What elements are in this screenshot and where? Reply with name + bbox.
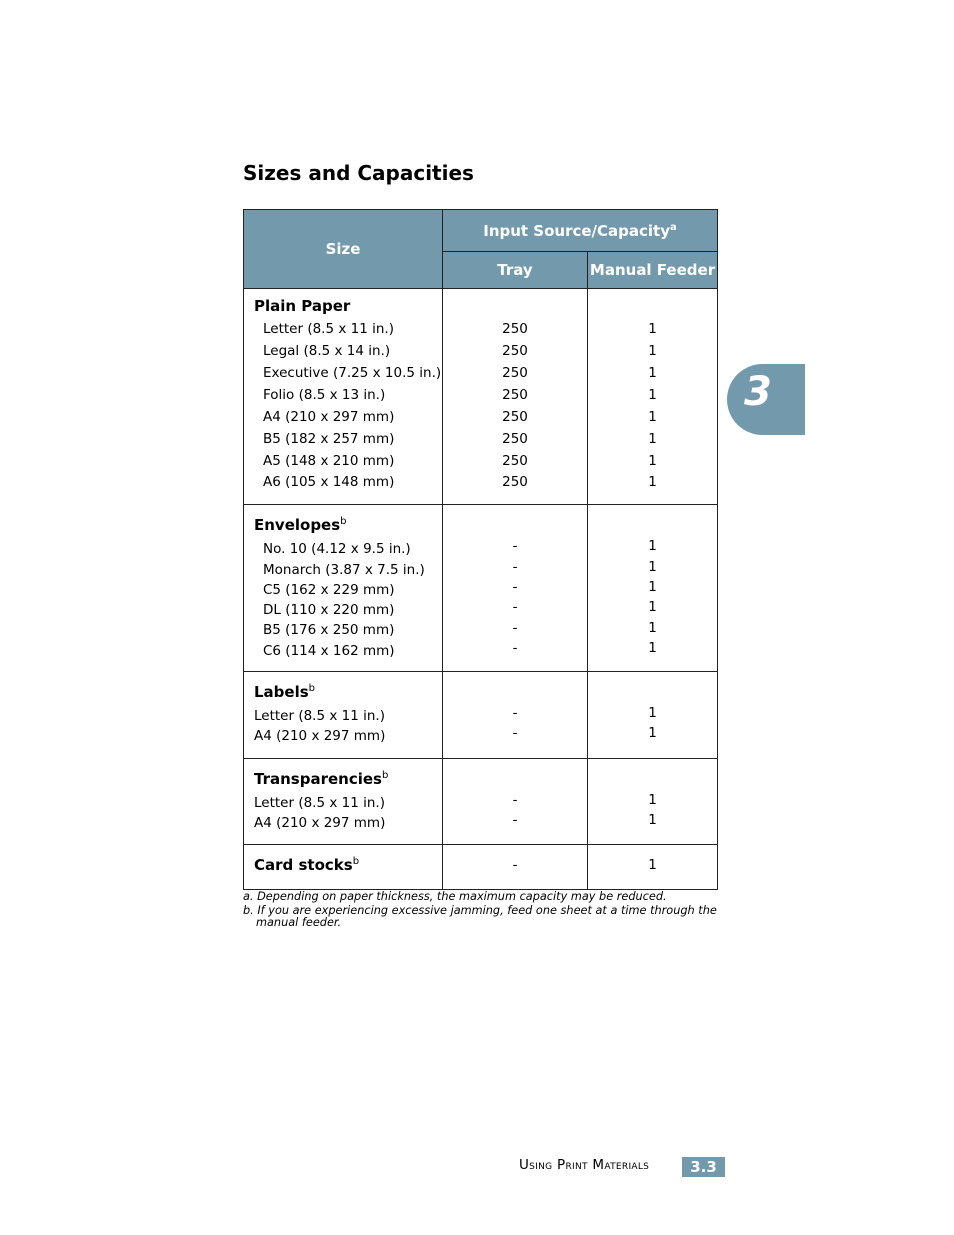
manual-value: 1 bbox=[648, 538, 657, 554]
manual-value: 1 bbox=[648, 365, 657, 381]
manual-value: 1 bbox=[648, 812, 657, 828]
tray-value: 250 bbox=[502, 409, 528, 425]
size-label: C6 (114 x 162 mm) bbox=[263, 643, 395, 659]
manual-value: 1 bbox=[648, 792, 657, 808]
header-size: Size bbox=[244, 210, 443, 289]
tray-value: - bbox=[512, 725, 518, 741]
page-title: Sizes and Capacities bbox=[243, 161, 474, 185]
size-label: A4 (210 x 297 mm) bbox=[263, 409, 395, 425]
group-labels bbox=[244, 672, 718, 759]
group-title: Labels$^b$ bbox=[254, 683, 316, 701]
chapter-number: 3 bbox=[744, 369, 772, 415]
manual-value: 1 bbox=[648, 474, 657, 490]
group-envelopes bbox=[244, 505, 718, 672]
group-title: Transparencies$^b$ bbox=[254, 770, 389, 788]
size-label: A4 (210 x 297 mm) bbox=[254, 728, 386, 744]
size-label: B5 (176 x 250 mm) bbox=[263, 622, 395, 638]
manual-value: 1 bbox=[648, 579, 657, 595]
tray-value: - bbox=[512, 640, 518, 656]
manual-value: 1 bbox=[648, 559, 657, 575]
tray-value: 250 bbox=[502, 387, 528, 403]
manual-value: 1 bbox=[648, 620, 657, 636]
tray-value: - bbox=[512, 559, 518, 575]
size-label: A6 (105 x 148 mm) bbox=[263, 474, 395, 490]
size-label: B5 (182 x 257 mm) bbox=[263, 431, 395, 447]
tray-value: - bbox=[512, 538, 518, 554]
group-title: Envelopes$^b$ bbox=[254, 516, 347, 534]
tray-value: 250 bbox=[502, 453, 528, 469]
chapter-tab bbox=[727, 364, 805, 435]
tray-value: 250 bbox=[502, 431, 528, 447]
manual-value: 1 bbox=[648, 599, 657, 615]
header-input-source: Input Source/Capacity$^a$ bbox=[443, 210, 718, 252]
size-label: DL (110 x 220 mm) bbox=[263, 602, 395, 618]
size-label: No. 10 (4.12 x 9.5 in.) bbox=[263, 541, 411, 557]
tray-value: - bbox=[512, 857, 518, 873]
size-label: Letter (8.5 x 11 in.) bbox=[254, 795, 385, 811]
header-manual-feeder: Manual Feeder bbox=[588, 252, 718, 289]
manual-value: 1 bbox=[648, 321, 657, 337]
size-label: A5 (148 x 210 mm) bbox=[263, 453, 395, 469]
size-label: Executive (7.25 x 10.5 in.) bbox=[263, 365, 442, 381]
group-title: Plain Paper bbox=[254, 297, 351, 315]
manual-value: 1 bbox=[648, 343, 657, 359]
footer-section-title: Using Print Materials bbox=[519, 1157, 650, 1173]
tray-value: 250 bbox=[502, 343, 528, 359]
tray-value: 250 bbox=[502, 321, 528, 337]
tray-value: 250 bbox=[502, 474, 528, 490]
tray-value: 250 bbox=[502, 365, 528, 381]
footnote-b-continued: manual feeder. bbox=[256, 916, 342, 929]
footnote-b: b. If you are experiencing excessive jamming, feed one sheet at a time through the bbox=[243, 904, 717, 917]
manual-value: 1 bbox=[648, 431, 657, 447]
sizes-capacities-table bbox=[243, 209, 718, 890]
tray-value: - bbox=[512, 579, 518, 595]
manual-value: 1 bbox=[648, 705, 657, 721]
manual-value: 1 bbox=[648, 453, 657, 469]
tray-value: - bbox=[512, 705, 518, 721]
manual-value: 1 bbox=[648, 387, 657, 403]
tray-value: - bbox=[512, 620, 518, 636]
size-label: Legal (8.5 x 14 in.) bbox=[263, 343, 391, 359]
size-label: A4 (210 x 297 mm) bbox=[254, 815, 386, 831]
size-label: Monarch (3.87 x 7.5 in.) bbox=[263, 562, 425, 578]
footnote-a: a. Depending on paper thickness, the maximum capacity may be reduced. bbox=[243, 890, 667, 903]
manual-value: 1 bbox=[648, 857, 657, 873]
size-label: C5 (162 x 229 mm) bbox=[263, 582, 395, 598]
manual-value: 1 bbox=[648, 409, 657, 425]
group-plain-paper bbox=[244, 289, 718, 505]
size-label: Folio (8.5 x 13 in.) bbox=[263, 387, 386, 403]
group-transparencies bbox=[244, 759, 718, 845]
manual-value: 1 bbox=[648, 640, 657, 656]
manual-value: 1 bbox=[648, 725, 657, 741]
tray-value: - bbox=[512, 812, 518, 828]
size-label: Letter (8.5 x 11 in.) bbox=[263, 321, 394, 337]
tray-value: - bbox=[512, 792, 518, 808]
size-label: Letter (8.5 x 11 in.) bbox=[254, 708, 385, 724]
group-title: Card stocks$^b$ bbox=[254, 856, 360, 874]
header-tray: Tray bbox=[443, 252, 588, 289]
tray-value: - bbox=[512, 599, 518, 615]
page-number: 3.3 bbox=[682, 1157, 725, 1177]
group-card-stocks bbox=[244, 845, 718, 890]
